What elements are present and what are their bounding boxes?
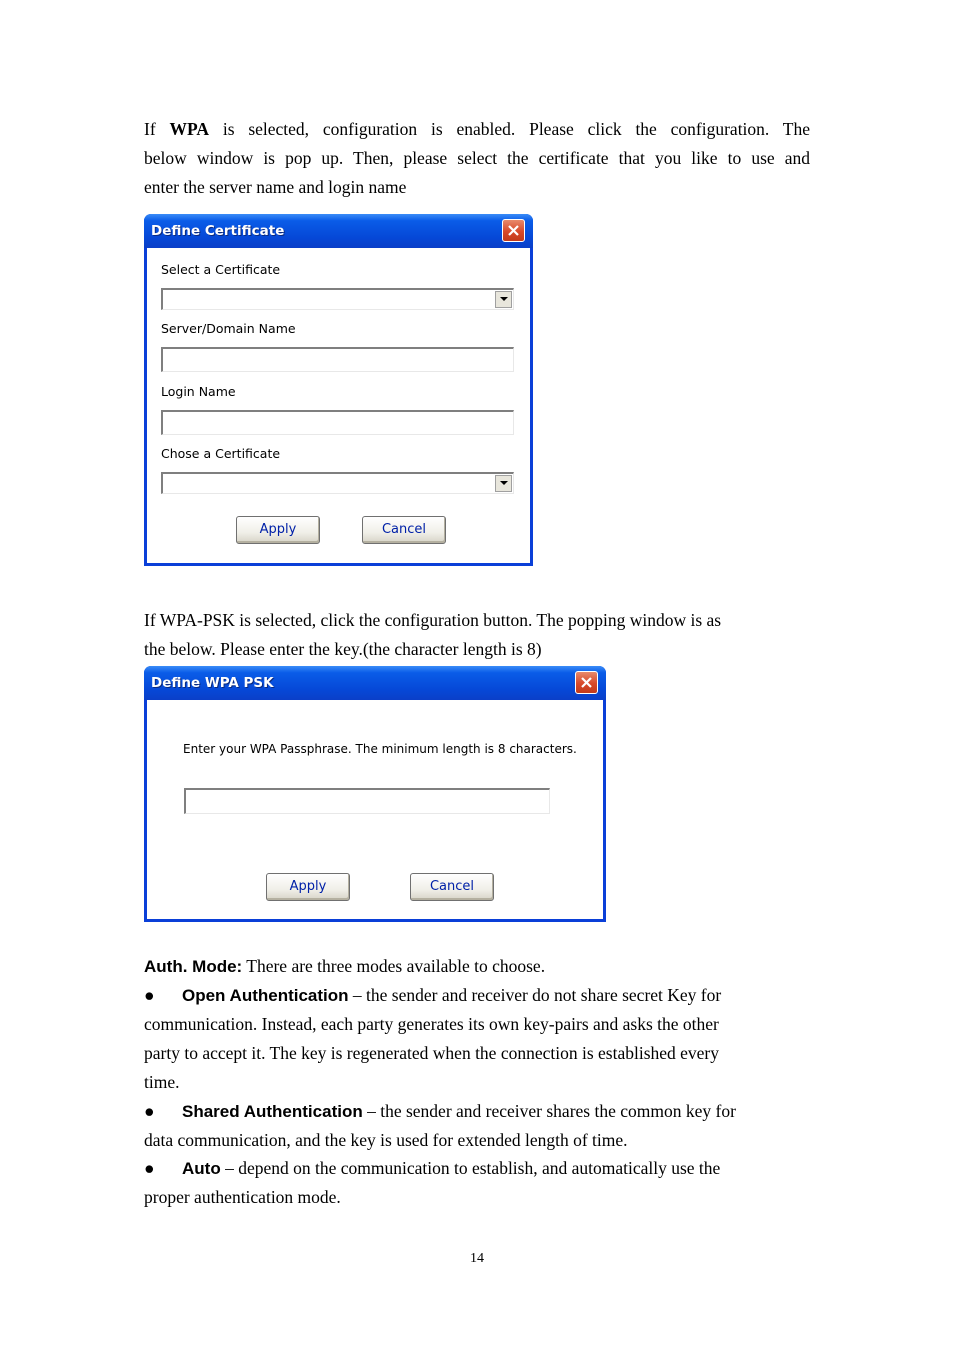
bullet-icon: ● <box>144 1101 155 1121</box>
shared-auth-title: Shared Authentication <box>182 1102 363 1121</box>
dialog-body <box>147 700 603 919</box>
apply-button[interactable]: Apply <box>266 873 350 901</box>
dropdown-button[interactable] <box>495 291 512 308</box>
psk-intro-line-2: the below. Please enter the key.(the character length is 8) <box>144 639 542 659</box>
auth-mode-heading: Auth. Mode: <box>144 957 243 976</box>
intro-paragraph <box>144 115 810 202</box>
passphrase-message: Enter your WPA Passphrase. The minimum length is 8 characters. <box>183 742 577 756</box>
passphrase-input[interactable] <box>184 788 550 814</box>
auto-auth-title: Auto <box>182 1159 221 1178</box>
close-button[interactable] <box>502 219 525 242</box>
login-name-label: Login Name <box>161 384 236 399</box>
bullet-icon: ● <box>144 1158 155 1178</box>
auto-auth-item: ● Auto – depend on the communication to establish, and automatically use the proper authentication mode. <box>144 1154 810 1212</box>
server-domain-input[interactable] <box>161 347 514 372</box>
chevron-down-icon <box>500 481 508 486</box>
select-certificate-combo[interactable] <box>161 288 514 310</box>
apply-button[interactable]: Apply <box>236 516 320 544</box>
intro-line-3: enter the server name and login name <box>144 177 407 197</box>
shared-auth-item: ● Shared Authentication – the sender and receiver shares the common key for data communication, and the key is used for extended length of time. <box>144 1097 810 1155</box>
login-name-input[interactable] <box>161 410 514 435</box>
define-certificate-dialog <box>144 214 533 566</box>
intro-line-2: below window is pop up. Then, please select the certificate that you like to use and <box>144 148 810 168</box>
auth-mode-heading-line: Auth. Mode: There are three modes available to choose. <box>144 956 546 976</box>
psk-intro-line-1: If WPA-PSK is selected, click the configuration button. The popping window is as <box>144 610 722 630</box>
cancel-button[interactable]: Cancel <box>362 516 446 544</box>
server-domain-label: Server/Domain Name <box>161 321 296 336</box>
select-certificate-label: Select a Certificate <box>161 262 281 277</box>
dialog-titlebar <box>144 214 533 248</box>
chose-certificate-combo[interactable] <box>161 472 514 494</box>
cancel-button[interactable]: Cancel <box>410 873 494 901</box>
dialog-titlebar <box>144 666 606 700</box>
chevron-down-icon <box>500 297 508 302</box>
define-wpa-psk-dialog <box>144 666 606 922</box>
intro-line-1: If WPA is selected, configuration is enabled. Please click the configuration. The <box>144 119 811 139</box>
close-icon <box>507 224 520 237</box>
psk-intro-paragraph <box>144 606 810 664</box>
dialog-body <box>147 248 530 563</box>
wpa-term: WPA <box>169 119 210 139</box>
bullet-icon: ● <box>144 985 155 1005</box>
open-auth-item: ● Open Authentication – the sender and receiver do not share secret Key for communication. Instead, each party generates its own key-pairs and asks the other party to accept it. The key is regenerated when the connection is established every time. <box>144 981 810 1097</box>
dialog-title: Define Certificate <box>151 223 285 239</box>
page-number: 14 <box>470 1251 484 1266</box>
close-button[interactable] <box>575 671 598 694</box>
chose-certificate-label: Chose a Certificate <box>161 446 281 461</box>
dialog-title: Define WPA PSK <box>151 675 274 691</box>
open-auth-title: Open Authentication <box>182 986 349 1005</box>
dropdown-button[interactable] <box>495 475 512 492</box>
close-icon <box>580 676 593 689</box>
